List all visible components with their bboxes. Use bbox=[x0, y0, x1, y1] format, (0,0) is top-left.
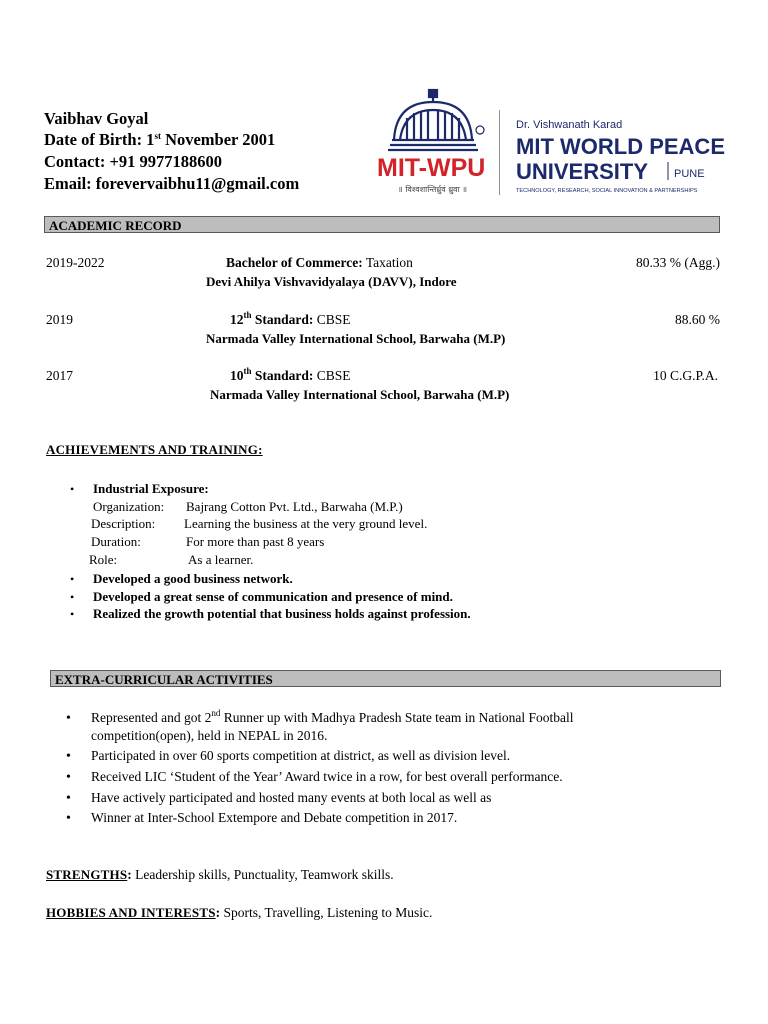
detail-role-value: As a learner. bbox=[188, 552, 254, 567]
bullet-icon: • bbox=[70, 572, 75, 586]
detail-duration-value: For more than past 8 years bbox=[186, 534, 325, 549]
academic-degree-1: Bachelor of Commerce: Taxation bbox=[226, 255, 413, 270]
bullet-icon: • bbox=[66, 770, 71, 785]
dob-label: Date of Birth: 1 bbox=[44, 130, 155, 149]
extracurricular-item: Represented and got 2nd Runner up with Madhya Pradesh State team in National Football bbox=[91, 708, 574, 725]
date-of-birth bbox=[44, 129, 275, 150]
extracurricular-item: Winner at Inter-School Extempore and Debate competition in 2017. bbox=[91, 810, 458, 825]
logo-subline: TECHNOLOGY, RESEARCH, SOCIAL INNOVATION & PARTNERSHIPS bbox=[516, 188, 698, 194]
achievement-item: Developed a great sense of communication and presence of mind. bbox=[93, 589, 453, 604]
achievements-heading: ACHIEVEMENTS AND TRAINING: bbox=[46, 442, 263, 457]
bullet-icon: • bbox=[66, 791, 71, 806]
logo-brand-text: MIT-WPU bbox=[377, 154, 486, 182]
industrial-exposure-title: Industrial Exposure: bbox=[93, 481, 209, 496]
logo-line2: UNIVERSITY bbox=[516, 159, 649, 184]
achievement-item: Developed a good business network. bbox=[93, 571, 293, 586]
bullet-icon: • bbox=[70, 590, 75, 604]
academic-institution-2: Narmada Valley International School, Barwaha (M.P) bbox=[206, 331, 506, 346]
academic-year-2: 2019 bbox=[46, 312, 73, 327]
academic-institution-1: Devi Ahilya Vishvavidyalaya (DAVV), Indore bbox=[206, 274, 457, 289]
bullet-icon: • bbox=[70, 607, 75, 621]
extracurricular-heading: EXTRA-CURRICULAR ACTIVITIES bbox=[50, 670, 721, 687]
academic-score-2: 88.60 % bbox=[675, 312, 720, 327]
achievement-item: Realized the growth potential that business holds against profession. bbox=[93, 606, 471, 621]
logo-city: PUNE bbox=[674, 168, 705, 180]
logo-line1: MIT WORLD PEACE bbox=[516, 134, 725, 159]
candidate-name: Vaibhav Goyal bbox=[44, 109, 149, 128]
logo-founder: Dr. Vishwanath Karad bbox=[516, 119, 623, 131]
bullet-icon: • bbox=[66, 749, 71, 764]
bullet-icon: • bbox=[70, 482, 75, 496]
detail-duration-label: Duration: bbox=[91, 534, 141, 549]
academic-record-heading: ACADEMIC RECORD bbox=[44, 216, 720, 233]
extracurricular-item-continuation: competition(open), held in NEPAL in 2016. bbox=[91, 728, 328, 743]
extracurricular-item: Have actively participated and hosted many events at both local as well as bbox=[91, 790, 492, 805]
email-address: Email: forevervaibhu11@gmail.com bbox=[44, 174, 300, 193]
hobbies-label: HOBBIES AND INTERESTS bbox=[46, 905, 216, 920]
detail-organization-value: Bajrang Cotton Pvt. Ltd., Barwaha (M.P.) bbox=[186, 499, 403, 514]
academic-score-1: 80.33 % (Agg.) bbox=[636, 255, 720, 270]
dome-emblem-icon bbox=[376, 88, 738, 200]
logo-divider bbox=[499, 110, 500, 195]
dob-suffix: st bbox=[154, 131, 161, 141]
academic-degree-2: 12th Standard: CBSE bbox=[230, 310, 351, 327]
academic-degree-3: 10th Standard: CBSE bbox=[230, 366, 351, 383]
detail-description-label: Description: bbox=[91, 516, 156, 531]
contact-number: Contact: +91 9977188600 bbox=[44, 152, 223, 171]
detail-organization-label: Organization: bbox=[93, 499, 165, 514]
extracurricular-item: Participated in over 60 sports competition at district, as well as division level. bbox=[91, 748, 511, 763]
strengths-line: STRENGTHS: Leadership skills, Punctuality, Teamwork skills. bbox=[46, 867, 394, 882]
academic-score-3: 10 C.G.P.A. bbox=[653, 368, 718, 383]
detail-description-value: Learning the business at the very ground level. bbox=[184, 516, 428, 531]
strengths-label: STRENGTHS bbox=[46, 867, 128, 882]
bullet-icon: • bbox=[66, 711, 71, 726]
university-logo bbox=[376, 88, 738, 200]
detail-role-label: Role: bbox=[89, 552, 118, 567]
dob-date: November 2001 bbox=[160, 130, 276, 149]
logo-tagline: ॥ विश्वशान्तिर्ध्रुवं ध्रुवा ॥ bbox=[398, 185, 467, 194]
extracurricular-item: Received LIC ‘Student of the Year’ Award twice in a row, for best overall performance. bbox=[91, 769, 563, 784]
hobbies-line: HOBBIES AND INTERESTS: Sports, Travelling, Listening to Music. bbox=[46, 905, 433, 920]
academic-institution-3: Narmada Valley International School, Barwaha (M.P) bbox=[210, 387, 510, 402]
academic-year-1: 2019-2022 bbox=[46, 255, 105, 270]
bullet-icon: • bbox=[66, 811, 71, 826]
academic-year-3: 2017 bbox=[46, 368, 73, 383]
